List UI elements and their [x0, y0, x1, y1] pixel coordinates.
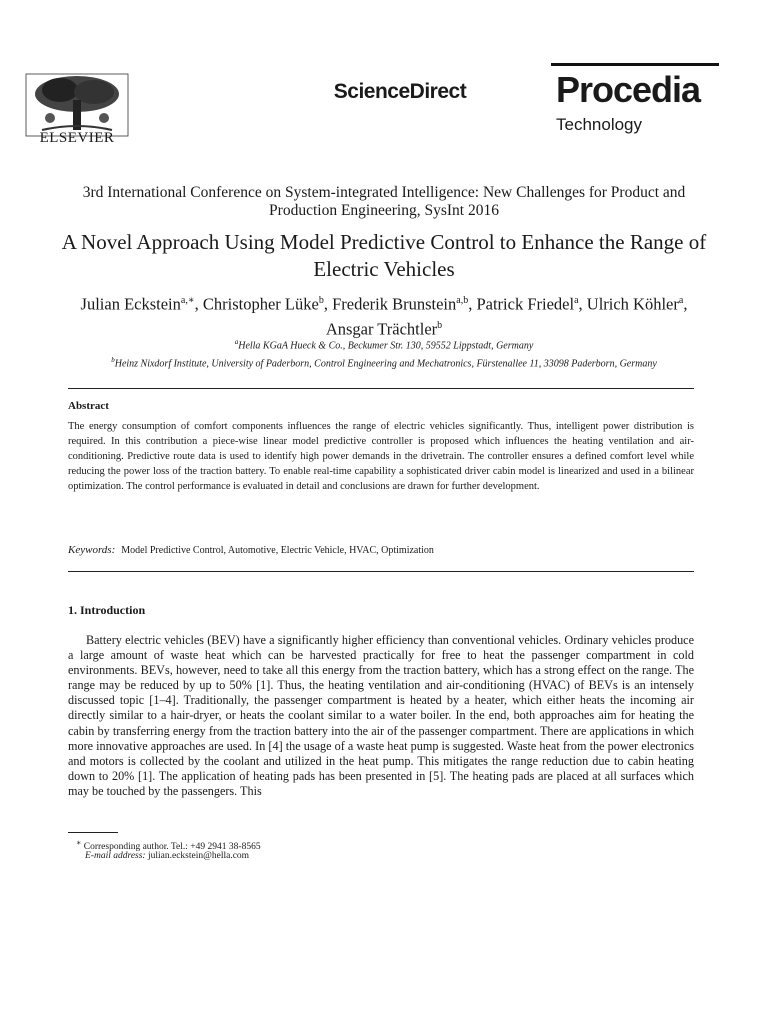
author-name: Patrick Friedel: [476, 294, 575, 314]
author-name: Ansgar Trächtler: [325, 319, 438, 338]
keywords-text: Model Predictive Control, Automotive, Electric Vehicle, HVAC, Optimization: [121, 545, 434, 556]
author-name: Christopher Lüke: [202, 294, 319, 314]
keywords-label: Keywords:: [68, 544, 116, 556]
abstract-heading: Abstract: [68, 400, 109, 412]
footnote-corresponding: ∗ Corresponding author. Tel.: +49 2941 38-8565: [76, 838, 261, 853]
affiliation-item: $^b$Heinz Nixdorf Institute, University of Paderborn, Control Engineering and Mechatronics, Fürstenallee 11, 33098 Paderborn, Germany: [111, 356, 657, 370]
sciencedirect-logo: ScienceDirect: [333, 80, 467, 103]
conference-name: 3rd International Conference on System-integrated Intelligence: New Challenges for Product and Production Engineering, SysInt 2016: [82, 184, 686, 219]
author-affiliation-marker: a: [574, 295, 579, 306]
paper-title: A Novel Approach Using Model Predictive Control to Enhance the Range of Electric Vehicles: [61, 230, 707, 281]
publisher-name: ELSEVIER: [39, 130, 115, 146]
author-affiliation-marker: a: [678, 295, 684, 306]
divider: [68, 388, 694, 389]
author-affiliation-marker: b: [437, 319, 443, 331]
affiliation-item: $^a$Hella KGaA Hueck & Co., Beckumer Str. 130, 59552 Lippstadt, Germany: [234, 338, 534, 352]
author-affiliation-marker: a,∗: [180, 295, 195, 306]
journal-subtitle: Technology: [556, 115, 643, 134]
author-affiliation-marker: a,b: [456, 295, 469, 306]
divider: [68, 571, 694, 572]
keywords: [68, 544, 694, 556]
author-name: Frederik Brunstein: [332, 294, 457, 314]
section-heading: 1. Introduction: [68, 603, 146, 617]
author-name: Ulrich Köhler: [586, 294, 679, 314]
section-body-text: Battery electric vehicles (BEV) have a significantly higher efficiency than conventional vehicles. Ordinary vehicles produce a large amount of waste heat which can be harvested practically for free to heat the passenger compartment in cold environments. BEVs, however, need to take all this energy from the traction battery, which has a strong effect on the range. The range may be reduced by up to 50% [1]. Thus, the heating ventilation and air-conditioning (HVAC) of BEVs is an intensely discussed topic [1–4]. Traditionally, the passenger compartment is heated by a heater, which either heats the incoming air directly similar to a hair-dryer, or heats the coolant similar to a water boiler. In the end, both approaches aim for heating the cabin by transferring energy from the traction battery into the air of the passenger compartment. There are applications in which more innovative approaches are used. In [4] the usage of a waste heat pump is suggested. Waste heat from the power electronics and motors is collected by the coolant and utilized in the heat pump. This mitigates the range reduction due to cabin heating down to 20% [1]. The application of heating pads has been presented in [5]. The heating pads are placed at all surfaces which may be touched by the passengers. This: [68, 633, 694, 798]
author-list: Julian Eckstein$^{a,∗}$, Christopher Lüke$^b$, Frederik Brunstein$^{a,b}$, Patrick Friedel$^a$, Ulrich Köhler$^a$, Ansgar Trächtler$^b$: [80, 294, 688, 338]
affiliations: [60, 335, 708, 372]
footnote-email: E-mail address: julian.eckstein@hella.com: [85, 851, 250, 861]
author-affiliation-marker: b: [318, 295, 324, 306]
email-link[interactable]: julian.eckstein@hella.com: [147, 851, 250, 861]
abstract-text: The energy consumption of comfort components influences the range of electric vehicles significantly. Thus, intelligent power distribution is required. In this contribution a piece-wise linear model predictive controller is proposed which influences the heating ventilation and air-conditioning. Predictive route data is used to identify high power demands in the drivetrain. The controller ensures a defined comfort level while reducing the power loss of the traction battery. To enable real-time capability a sophisticated driver cabin model is linearized and used in a bilinear optimization. The control performance is evaluated in detail and conclusions are drawn for further development.: [68, 421, 694, 492]
journal-name: Procedia: [556, 69, 701, 110]
footnote-divider: [68, 832, 118, 833]
author-name: Julian Eckstein: [80, 294, 181, 314]
